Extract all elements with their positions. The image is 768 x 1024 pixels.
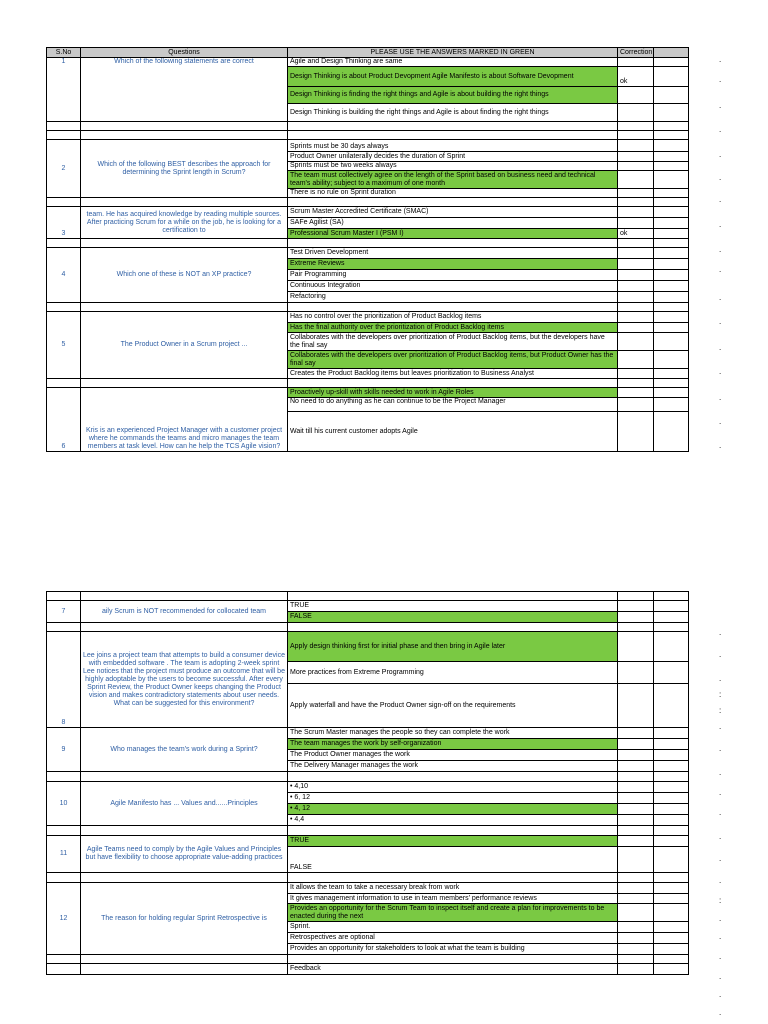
question-text: Who manages the team's work during a Sprint?: [81, 728, 288, 772]
answer-option[interactable]: Creates the Product Backlog items but leaves prioritization to Business Analyst: [288, 369, 618, 379]
answer-option[interactable]: • 4,10: [288, 782, 618, 793]
answer-option[interactable]: Apply waterfall and have the Product Owner sign-off on the requirements: [288, 684, 618, 728]
table-row: [47, 601, 689, 612]
correction-header: Correction: [618, 48, 654, 58]
answer-option[interactable]: Has no control over the prioritization of Product Backlog items: [288, 312, 618, 323]
table-row: [47, 632, 689, 662]
answer-option[interactable]: SAFe Agilist (SA): [288, 218, 618, 229]
answer-option[interactable]: • 6, 12: [288, 793, 618, 804]
answer-option[interactable]: Agile and Design Thinking are same: [288, 58, 618, 67]
question-number: 11: [47, 836, 81, 873]
answer-option[interactable]: The Product Owner manages the work: [288, 750, 618, 761]
table-row: [47, 836, 689, 847]
answer-option[interactable]: • 4,4: [288, 815, 618, 826]
question-number: 10: [47, 782, 81, 826]
table-row: [47, 207, 689, 218]
answer-option-correct[interactable]: Apply design thinking first for initial phase and then bring in Agile later: [288, 632, 618, 662]
feedback-row: [47, 964, 689, 975]
answer-option[interactable]: Wait till his current customer adopts Agile: [288, 412, 618, 452]
answer-option-correct[interactable]: Collaborates with the developers over prioritization of Product Backlog items, but Product Owner has the final say: [288, 351, 618, 369]
blank-header: [654, 48, 689, 58]
spacer-row: [47, 592, 689, 601]
spacer-row: [47, 772, 689, 782]
question-text: The reason for holding regular Sprint Retrospective is: [81, 883, 288, 955]
answer-option[interactable]: Product Owner unilaterally decides the duration of Sprint: [288, 152, 618, 162]
question-text: Which of the following statements are correct: [81, 58, 288, 122]
answer-option-correct[interactable]: FALSE: [288, 612, 618, 623]
answer-option[interactable]: Refactoring: [288, 292, 618, 303]
answer-option-correct[interactable]: Professional Scrum Master I (PSM I): [288, 229, 618, 239]
answer-option[interactable]: Retrospectives are optional: [288, 933, 618, 944]
question-text: Agile Manifesto has ... Values and......Principles: [81, 782, 288, 826]
spacer-row: [47, 379, 689, 388]
answer-option[interactable]: Sprints must be two weeks always: [288, 162, 618, 171]
question-number: 3: [47, 207, 81, 239]
answer-option-correct[interactable]: Design Thinking is about Product Devopment Agile Manifesto is about Software Devopment: [288, 67, 618, 87]
spacer-row: [47, 873, 689, 883]
question-number: 6: [47, 388, 81, 452]
spacer-row: [47, 131, 689, 140]
question-number: 7: [47, 601, 81, 623]
answer-option[interactable]: It gives management information to use in team members' performance reviews: [288, 894, 618, 904]
question-text: The Product Owner in a Scrum project ...: [81, 312, 288, 379]
answer-option[interactable]: No need to do anything as he can continue to be the Project Manager: [288, 398, 618, 412]
question-number: 8: [47, 632, 81, 728]
table-row: [47, 248, 689, 259]
answer-option[interactable]: FALSE: [288, 847, 618, 873]
question-text: Lee joins a project team that attempts to build a consumer device with embedded software . The team is adopting 2-week sprint Lee notices that the project must produce an outcome that will be highly adoptable by the users to become successful. After every Sprint Review, the Product Owner keeps changing the Product vision and makes contradictory statements about user needs. What can be suggested for this environment?: [81, 632, 288, 728]
answer-option[interactable]: TRUE: [288, 601, 618, 612]
feedback-label[interactable]: Feedback: [288, 964, 618, 975]
answer-option-correct[interactable]: Extreme Reviews: [288, 259, 618, 270]
answer-option[interactable]: Continuous Integration: [288, 281, 618, 292]
question-text: Agile Teams need to comply by the Agile Values and Principles but have flexibility to choose appropriate value-adding practices: [81, 836, 288, 873]
sno-header: S.No: [47, 48, 81, 58]
questions-header: Questions: [81, 48, 288, 58]
spacer-row: [47, 122, 689, 131]
question-text: Kris is an experienced Project Manager with a customer project where he commands the teams and micro manages the team members at task level. How can he help the TCS Agile vision?: [81, 388, 288, 452]
question-number: 4: [47, 248, 81, 303]
spacer-row: [47, 198, 689, 207]
spacer-row: [47, 826, 689, 836]
answer-option[interactable]: Sprints must be 30 days always: [288, 140, 618, 152]
table-row: [47, 883, 689, 894]
quiz-table-1: [46, 47, 689, 452]
question-number: 1: [47, 58, 81, 122]
answer-option[interactable]: It allows the team to take a necessary break from work: [288, 883, 618, 894]
answer-option-correct[interactable]: The team must collectively agree on the length of the Sprint based on business need and technical team's ability; subject to a maximum of one month: [288, 171, 618, 189]
question-text: team. He has acquired knowledge by reading multiple sources. After practicing Scrum for a while on the job, he is looking for a certification to: [81, 207, 288, 239]
answer-option[interactable]: Test Driven Development: [288, 248, 618, 259]
answer-option-correct[interactable]: Design Thinking is finding the right things and Agile is about building the right things: [288, 87, 618, 104]
question-text: Which one of these is NOT an XP practice?: [81, 248, 288, 303]
answer-option-correct[interactable]: The team manages the work by self-organization: [288, 739, 618, 750]
answer-option[interactable]: Provides an opportunity for stakeholders to look at what the team is building: [288, 944, 618, 955]
spacer-row: [47, 623, 689, 632]
answer-option[interactable]: The Delivery Manager manages the work: [288, 761, 618, 772]
question-text: Which of the following BEST describes the approach for determining the Sprint length in Scrum?: [81, 140, 288, 198]
answer-sheet-top: [46, 47, 688, 452]
answer-option[interactable]: There is no rule on Sprint duration: [288, 189, 618, 198]
question-number: 2: [47, 140, 81, 198]
correction-mark: ok: [618, 229, 654, 239]
question-number: 12: [47, 883, 81, 955]
table-row: [47, 728, 689, 739]
answer-option-correct[interactable]: Has the final authority over the prioritization of Product Backlog items: [288, 323, 618, 333]
answer-option-correct[interactable]: Proactively up-skill with skills needed to work in Agile Roles: [288, 388, 618, 398]
quiz-table-2: [46, 591, 689, 975]
answer-sheet-bottom: [46, 591, 688, 975]
table-row: [47, 140, 689, 152]
answer-option-correct[interactable]: Provides an opportunity for the Scrum Team to inspect itself and create a plan for improvements to be enacted during the next: [288, 904, 618, 922]
answer-option-correct[interactable]: TRUE: [288, 836, 618, 847]
table-row: [47, 388, 689, 398]
answer-option[interactable]: More practices from Extreme Programming: [288, 662, 618, 684]
table-row: [47, 58, 689, 67]
header-row: [47, 48, 689, 58]
correction-mark: ok: [618, 67, 654, 87]
answer-option[interactable]: Scrum Master Accredited Certificate (SMAC): [288, 207, 618, 218]
answer-option[interactable]: Sprint.: [288, 922, 618, 933]
question-number: 9: [47, 728, 81, 772]
answer-option[interactable]: Design Thinking is building the right things and Agile is about finding the right things: [288, 104, 618, 122]
answer-option[interactable]: The Scrum Master manages the people so they can complete the work: [288, 728, 618, 739]
question-number: 5: [47, 312, 81, 379]
answer-option[interactable]: Collaborates with the developers over prioritization of Product Backlog items, but the developers have the final say: [288, 333, 618, 351]
table-row: [47, 312, 689, 323]
answers-header: PLEASE USE THE ANSWERS MARKED IN GREEN: [288, 48, 618, 58]
question-text: aily Scrum is NOT recommended for collocated team: [81, 601, 288, 623]
spacer-row: [47, 239, 689, 248]
table-row: [47, 782, 689, 793]
spacer-row: [47, 955, 689, 964]
answer-option[interactable]: Pair Programming: [288, 270, 618, 281]
answer-option-correct[interactable]: • 4, 12: [288, 804, 618, 815]
spacer-row: [47, 303, 689, 312]
